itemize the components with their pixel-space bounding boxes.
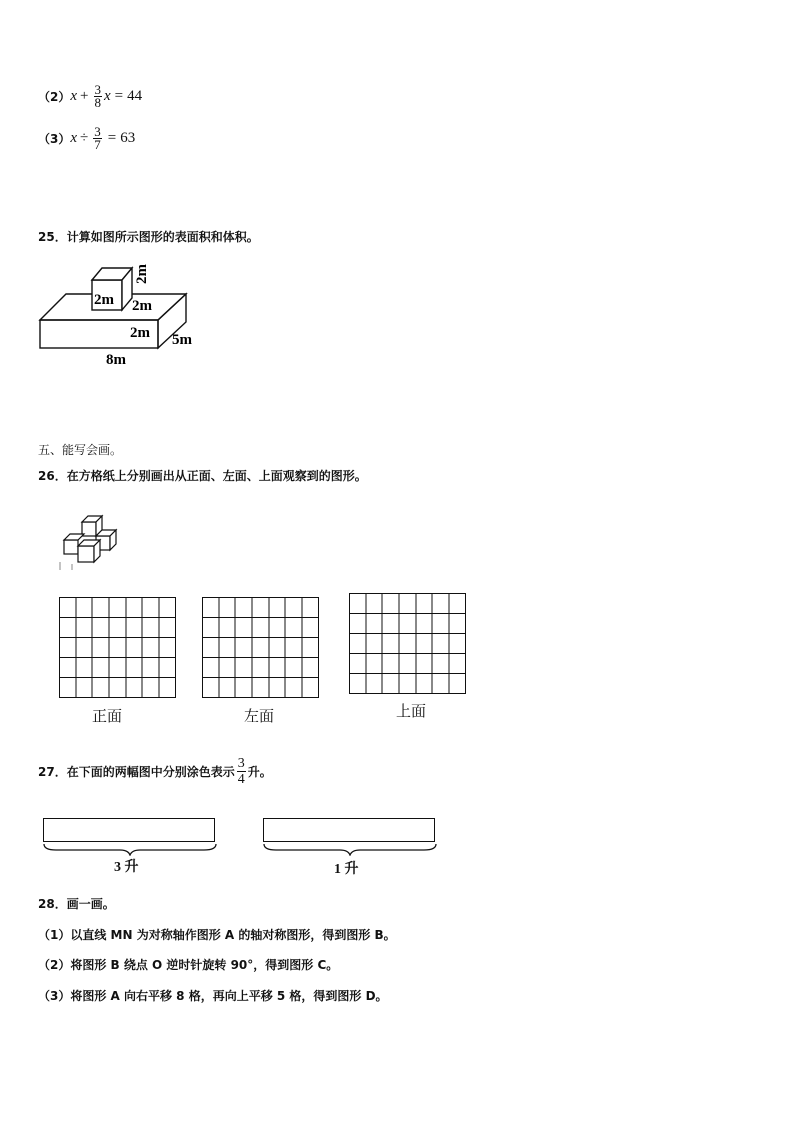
fraction-denominator: 8 bbox=[94, 95, 101, 110]
q28-item-3: （3）将图形 A 向右平移 8 格，再向上平移 5 格，得到图形 D。 bbox=[38, 989, 388, 1003]
small-height-label: 2m bbox=[134, 264, 150, 284]
bar-3-liters-label: 3 升 bbox=[114, 860, 139, 875]
grid-left-label: 左面 bbox=[244, 707, 275, 725]
equation-2 bbox=[38, 84, 142, 109]
equation-3 bbox=[38, 126, 135, 151]
variable: x bbox=[70, 130, 78, 146]
grid-front-label: 正面 bbox=[92, 707, 123, 725]
big-length-label: 8m bbox=[106, 352, 126, 368]
grid-top[interactable] bbox=[349, 593, 467, 695]
section-5-title: 五、能写会画。 bbox=[38, 443, 123, 457]
grid-front[interactable] bbox=[59, 597, 177, 699]
brace-1-liter bbox=[262, 842, 438, 856]
fraction-denominator: 7 bbox=[94, 137, 101, 152]
operator: ÷ bbox=[80, 130, 89, 146]
question-28-title: 28．画一画。 bbox=[38, 897, 115, 911]
q28-item-2: （2）将图形 B 绕点 O 逆时针旋转 90°，得到图形 C。 bbox=[38, 958, 339, 972]
small-depth-label: 2m bbox=[132, 298, 152, 314]
grid-left[interactable] bbox=[202, 597, 320, 699]
question-27-title bbox=[38, 756, 272, 787]
question-27-text-before: 27．在下面的两幅图中分别涂色表示 bbox=[38, 764, 235, 779]
variable: x bbox=[104, 88, 111, 104]
equals-sign: = bbox=[114, 88, 124, 104]
operator: + bbox=[80, 88, 89, 104]
fraction-numerator: 3 bbox=[94, 124, 101, 139]
grid-top-label: 上面 bbox=[396, 702, 427, 720]
brace-3-liters bbox=[42, 842, 218, 856]
bar-1-liter[interactable] bbox=[263, 818, 435, 842]
question-26-title: 26．在方格纸上分别画出从正面、左面、上面观察到的图形。 bbox=[38, 469, 367, 483]
small-front-label: 2m bbox=[94, 292, 114, 308]
solid-figure-diagram bbox=[36, 258, 206, 370]
q28-item-1: （1）以直线 MN 为对称轴作图形 A 的轴对称图形，得到图形 B。 bbox=[38, 928, 396, 942]
rhs-value: 63 bbox=[120, 130, 136, 146]
rhs-value: 44 bbox=[127, 88, 143, 104]
bar-1-liter-label: 1 升 bbox=[334, 862, 359, 877]
variable: x bbox=[70, 88, 78, 104]
item-number: （2） bbox=[38, 89, 71, 104]
item-number: （3） bbox=[38, 131, 71, 146]
fraction-numerator: 3 bbox=[94, 82, 101, 97]
equals-sign: = bbox=[107, 130, 117, 146]
bar-3-liters[interactable] bbox=[43, 818, 215, 842]
big-depth-label: 5m bbox=[172, 332, 192, 348]
fraction-numerator: 3 bbox=[237, 756, 245, 771]
cube-stack-icon bbox=[56, 506, 136, 572]
fraction bbox=[93, 126, 102, 151]
fraction-denominator: 4 bbox=[237, 772, 245, 787]
fraction bbox=[94, 84, 103, 109]
question-27-text-after: 升。 bbox=[247, 764, 272, 779]
question-25-title: 25．计算如图所示图形的表面积和体积。 bbox=[38, 230, 259, 244]
fraction bbox=[237, 756, 246, 787]
big-height-label: 2m bbox=[130, 325, 150, 341]
